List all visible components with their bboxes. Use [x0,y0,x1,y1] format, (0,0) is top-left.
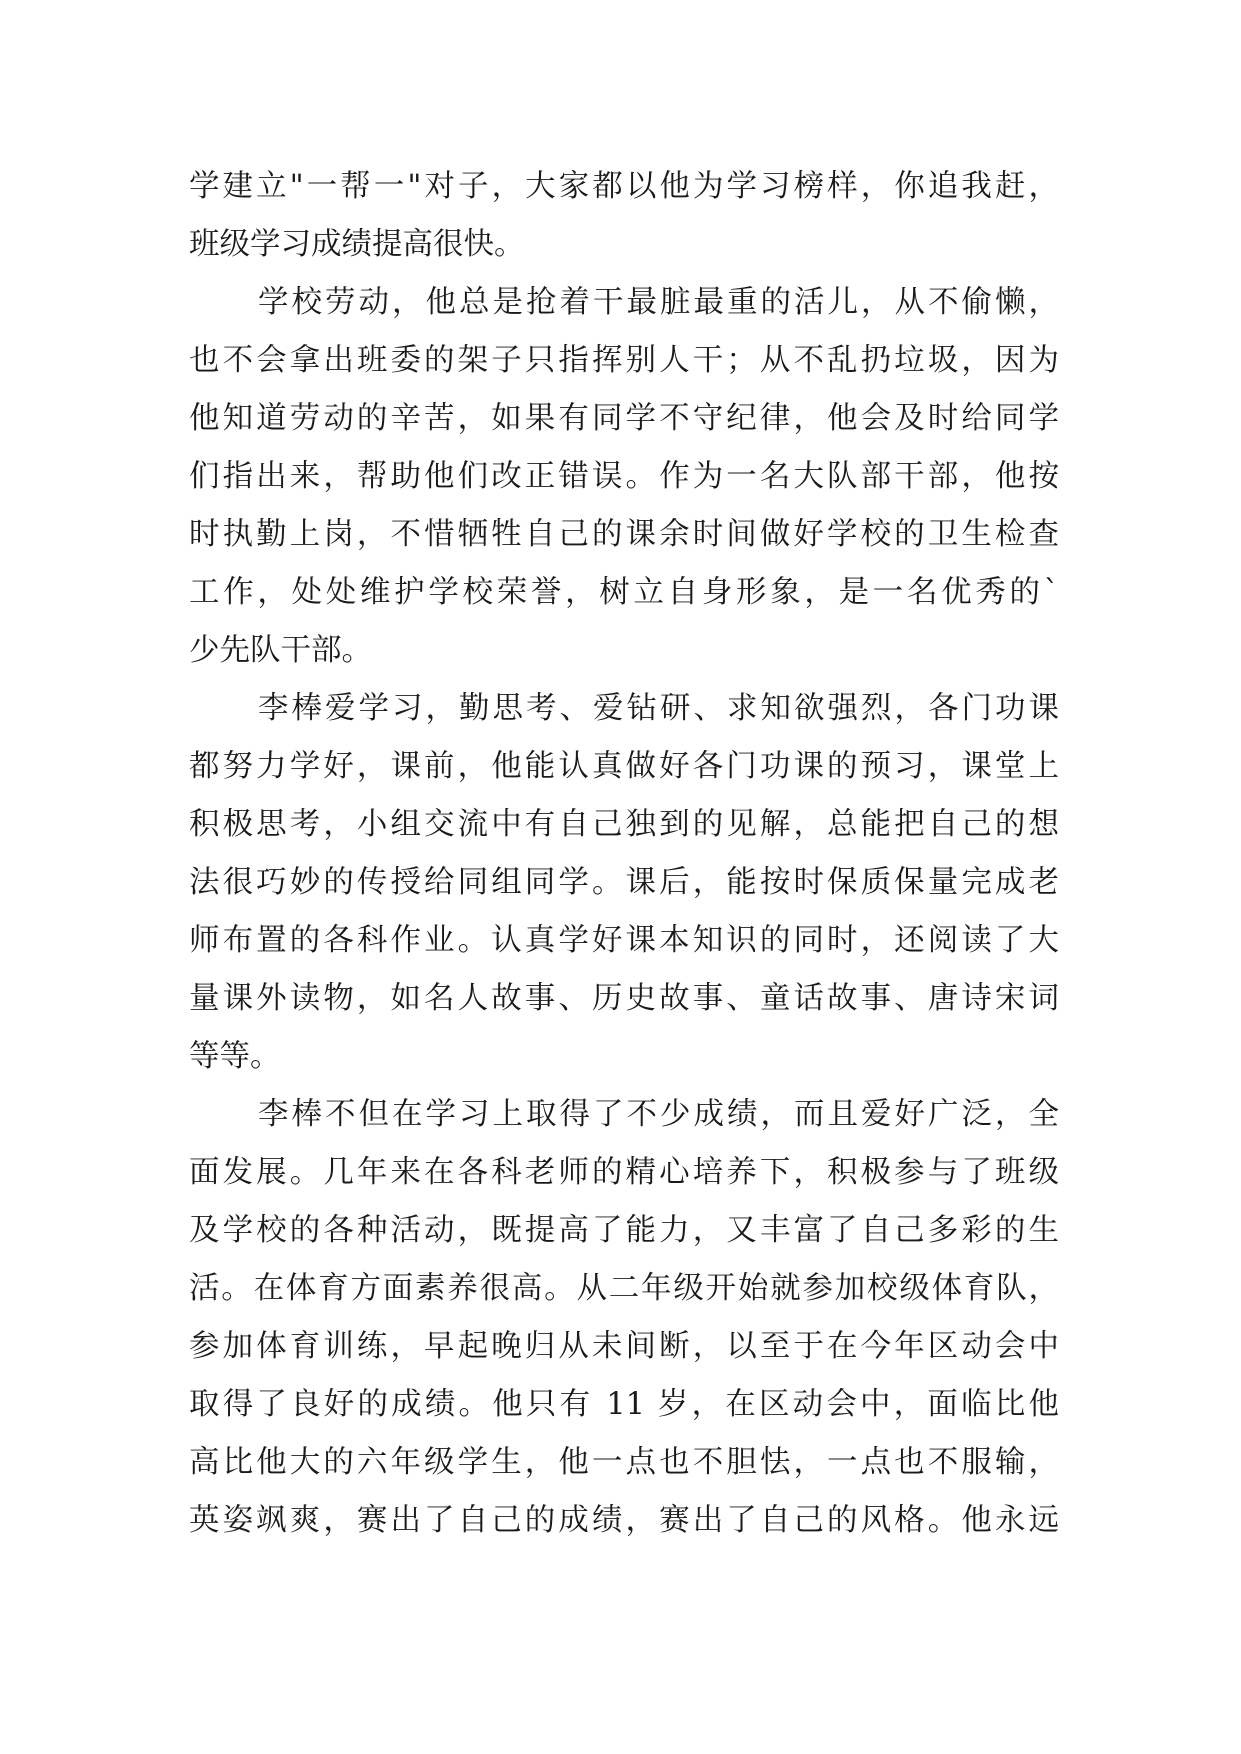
text-line: 班级学习成绩提高很快。 [189,227,525,262]
paragraph-first-line: 李棒爱学习，勤思考、爱钻研、求知欲强烈，各门功课 [258,691,1059,726]
text-line: 时执勤上岗，不惜牺牲自己的课余时间做好学校的卫生检查 [189,517,1059,552]
text-line: 高比他大的六年级学生，他一点也不胆怯，一点也不服输， [189,1445,1059,1480]
text-line: 工作，处处维护学校荣誉，树立自身形象，是一名优秀的` [189,575,1059,610]
text-line: 学建立"一帮一"对子，大家都以他为学习榜样，你追我赶， [189,169,1059,204]
text-line: 取得了良好的成绩。他只有 11 岁，在区动会中，面临比他 [189,1387,1059,1422]
text-line: 面发展。几年来在各科老师的精心培养下，积极参与了班级 [189,1155,1059,1190]
text-line: 都努力学好，课前，他能认真做好各门功课的预习，课堂上 [189,749,1059,784]
body-text [189,158,1059,1550]
text-line: 活。在体育方面素养很高。从二年级开始就参加校级体育队， [189,1271,1059,1306]
text-line: 量课外读物，如名人故事、历史故事、童话故事、唐诗宋词 [189,981,1059,1016]
text-line: 及学校的各种活动，既提高了能力，又丰富了自己多彩的生 [189,1213,1059,1248]
text-line: 少先队干部。 [189,633,372,668]
text-line: 等等。 [189,1039,281,1074]
text-line: 法很巧妙的传授给同组同学。课后，能按时保质保量完成老 [189,865,1059,900]
text-line: 英姿飒爽，赛出了自己的成绩，赛出了自己的风格。他永远 [189,1503,1059,1538]
text-line: 师布置的各科作业。认真学好课本知识的同时，还阅读了大 [189,923,1059,958]
text-line: 他知道劳动的辛苦，如果有同学不守纪律，他会及时给同学 [189,401,1059,436]
text-line: 积极思考，小组交流中有自己独到的见解，总能把自己的想 [189,807,1059,842]
text-line: 参加体育训练，早起晚归从未间断，以至于在今年区动会中 [189,1329,1059,1364]
text-line: 也不会拿出班委的架子只指挥别人干；从不乱扔垃圾，因为 [189,343,1059,378]
text-line: 们指出来，帮助他们改正错误。作为一名大队部干部，他按 [189,459,1059,494]
paragraph-first-line: 学校劳动，他总是抢着干最脏最重的活儿，从不偷懒， [258,285,1059,320]
paragraph-first-line: 李棒不但在学习上取得了不少成绩，而且爱好广泛，全 [258,1097,1059,1132]
